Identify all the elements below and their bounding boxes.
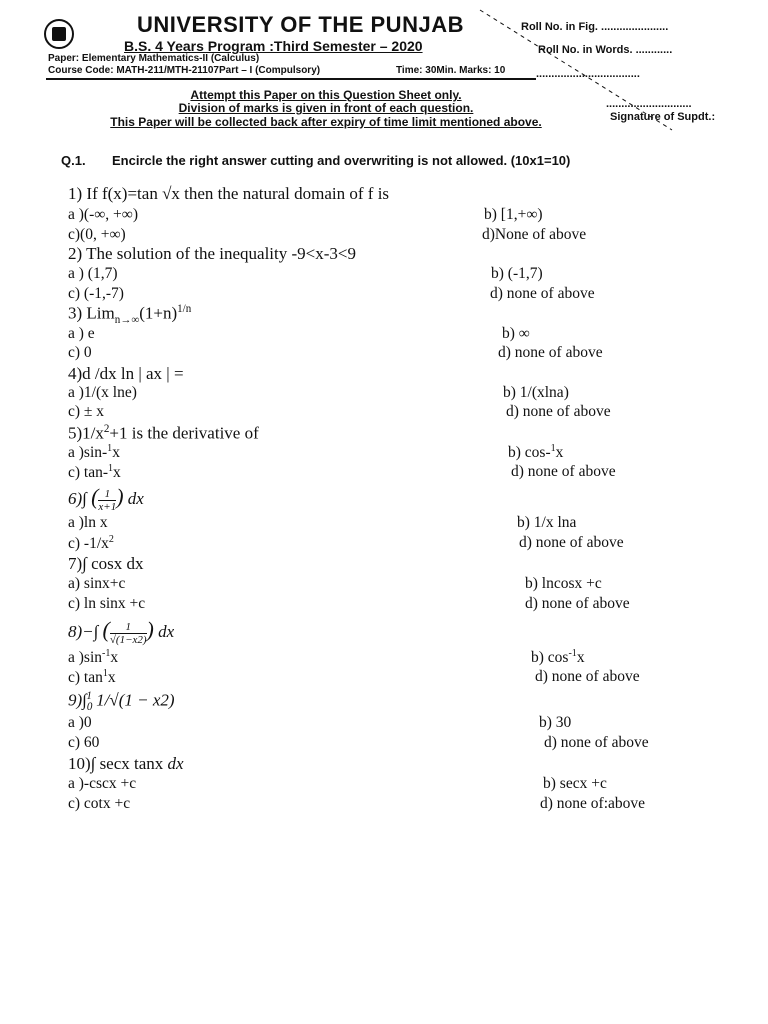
question-4-option-b[interactable]: b) 1/(xlna) (503, 384, 569, 401)
question-8-option-c[interactable]: c) $\tan^1x$ (68, 668, 116, 687)
question-8-option-b[interactable]: b) $\cos^{-1}x$ (531, 648, 585, 667)
question-9-option-d[interactable]: d) none of above (544, 734, 649, 751)
question-10-option-c[interactable]: c) cotx +c (68, 795, 131, 812)
paper-title: Paper: Elementary Mathematics-II (Calculus) (48, 53, 260, 64)
q1-text: Encircle the right answer cutting and overwriting is not allowed. (10x1=10) (112, 153, 571, 168)
q1-label: Q.1. (61, 153, 86, 168)
question-2-option-a[interactable]: a ) (1,7) (68, 265, 118, 282)
question-10-option-b[interactable]: b) secx +c (543, 775, 607, 792)
question-1-option-a[interactable]: a )(-∞, +∞) (68, 206, 138, 223)
question-3-option-d[interactable]: d) none of above (498, 344, 603, 361)
roll-no-words-line[interactable]: .................................. (536, 68, 640, 80)
instruction-2: Division of marks is given in front of each question. (178, 101, 474, 115)
question-9-option-c[interactable]: c) 60 (68, 734, 100, 751)
question-10-option-a[interactable]: a )-cscx +c (68, 775, 137, 792)
question-2-option-b[interactable]: b) (-1,7) (491, 265, 543, 282)
question-8-option-a[interactable]: a )$\sin^{-1}x$ (68, 648, 119, 667)
question-6-option-d[interactable]: d) none of above (519, 534, 624, 551)
question-5-option-d[interactable]: d) none of above (511, 463, 616, 480)
roll-no-fig[interactable]: Roll No. in Fig. ...................... (521, 21, 669, 33)
question-2-stem: 2) The solution of the inequality -9<x-3<9 (68, 244, 356, 263)
question-7-option-d[interactable]: d) none of above (525, 595, 630, 612)
roll-no-words[interactable]: Roll No. in Words. ............ (538, 44, 673, 56)
question-6-option-b[interactable]: b) 1/x lna (517, 514, 577, 531)
question-6-stem: 6)∫ ( $\frac{1}{x+1}$ ) dx (68, 484, 144, 513)
signature-line[interactable]: ............................ (606, 98, 692, 110)
question-5-stem: $5)1/x^2+1$ is the derivative of (68, 423, 259, 443)
question-10-stem: 10)∫ secx tanx dx (68, 754, 184, 773)
instruction-3: This Paper will be collected back after expiry of time limit mentioned above. (110, 115, 542, 129)
question-7-option-c[interactable]: c) ln sinx +c (68, 595, 146, 612)
question-1-option-d[interactable]: d)None of above (482, 226, 587, 243)
question-4-stem: 4)d /dx ln | ax | = (68, 364, 184, 383)
question-9-stem: $9)\int_0^1$ 1/√(1 − x2) (68, 690, 175, 714)
question-9-option-a[interactable]: a )0 (68, 714, 92, 731)
program-title: B.S. 4 Years Program :Third Semester – 2020 (124, 38, 423, 54)
question-8-stem: 8)−∫ ( $\frac{1}{√(1-x2)}$ ) dx (68, 617, 175, 646)
question-3-option-a[interactable]: a ) e (68, 325, 95, 342)
question-1-option-c[interactable]: c)(0, +∞) (68, 226, 126, 243)
course-code: Course Code: MATH-211/MTH-21107Part – I (Compulsory) (48, 65, 321, 76)
question-1-stem: 1) If f(x)=tan √x then the natural domain of f is (68, 184, 390, 203)
question-6-option-a[interactable]: a )ln x (68, 514, 108, 531)
university-title: UNIVERSITY OF THE PUNJAB (137, 12, 464, 37)
signature-label: Signature of Supdt.: (610, 111, 716, 123)
question-10-option-d[interactable]: d) none of:above (540, 795, 646, 812)
question-1-option-b[interactable]: b) [1,+∞) (484, 206, 543, 223)
question-7-option-a[interactable]: a) sinx+c (68, 575, 126, 592)
question-3-option-b[interactable]: b) ∞ (502, 325, 530, 342)
university-logo-icon (44, 19, 74, 49)
question-6-option-c[interactable]: c) $-1/x^2$ (68, 534, 114, 553)
question-7-stem: 7)∫ cosx dx (68, 554, 144, 573)
question-3-stem: 3) $Lim_{n\to\infty}(1+n)^{1/n}$ (68, 303, 192, 327)
question-5-option-a[interactable]: a )sin-$^1$x (68, 443, 120, 462)
question-9-option-b[interactable]: b) 30 (539, 714, 572, 731)
question-2-option-c[interactable]: c) (-1,-7) (68, 285, 124, 302)
time-marks: Time: 30Min. Marks: 10 (396, 65, 506, 76)
question-4-option-d[interactable]: d) none of above (506, 403, 611, 420)
question-7-option-b[interactable]: b) lncosx +c (525, 575, 602, 592)
question-8-option-d[interactable]: d) none of above (535, 668, 640, 685)
header-rule (46, 78, 536, 80)
question-2-option-d[interactable]: d) none of above (490, 285, 595, 302)
instruction-1: Attempt this Paper on this Question Sheet only. (190, 88, 462, 102)
question-4-option-a[interactable]: a )1/(x lne) (68, 384, 137, 401)
question-5-option-b[interactable]: b) cos-$^1$x (508, 443, 564, 462)
question-3-option-c[interactable]: c) 0 (68, 344, 92, 361)
question-4-option-c[interactable]: c) ± x (68, 403, 105, 420)
question-5-option-c[interactable]: c) tan-$^1$x (68, 463, 121, 482)
